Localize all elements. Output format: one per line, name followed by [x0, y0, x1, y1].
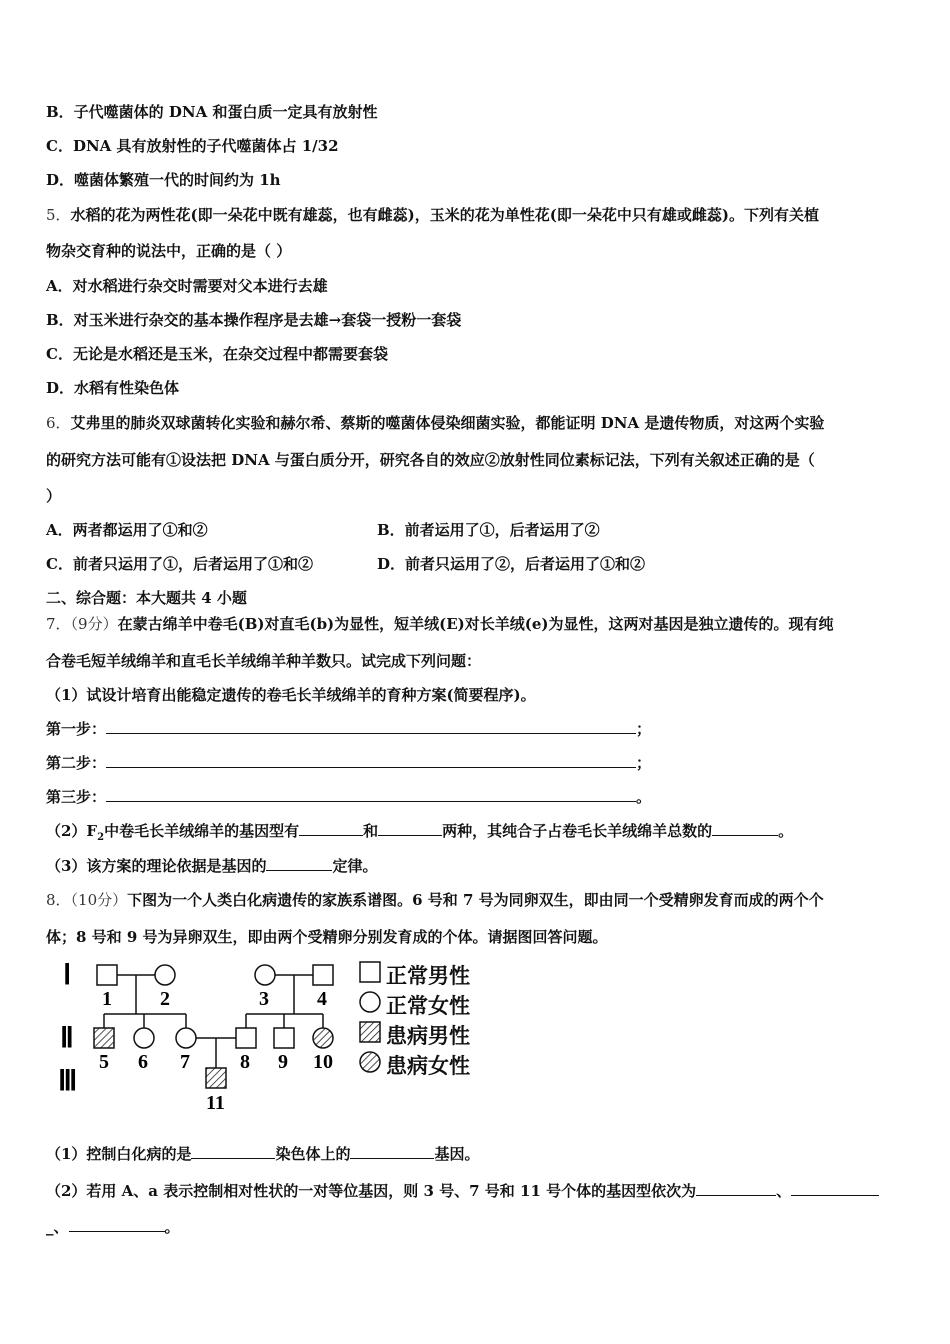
- label-2: 2: [160, 988, 170, 1010]
- q6-option-b: B．前者运用了①，后者运用了②: [377, 521, 600, 539]
- q8-part1: （1）控制白化病的是 染色体上的 基因。: [46, 1145, 480, 1163]
- individual-5-affected-male: [94, 1028, 114, 1048]
- gene-type-blank[interactable]: [350, 1144, 434, 1159]
- q4-option-c: C．DNA 具有放射性的子代噬菌体占 1/32: [46, 137, 339, 155]
- label-4: 4: [317, 988, 327, 1010]
- q7-step1: 第一步： ；: [46, 720, 652, 738]
- q6-number: 6．: [46, 414, 71, 432]
- q7-part2: $(2)F_2$中卷毛长羊绒绵羊的基因型有 和 两种，其纯合子占卷毛长羊绒绵羊总数的 。: [46, 822, 794, 843]
- q5-option-c: C．无论是水稻还是玉米，在杂交过程中都需要套袋: [46, 345, 388, 363]
- label-10: 10: [313, 1051, 333, 1073]
- step2-blank[interactable]: [106, 753, 636, 768]
- individual-4-normal-male: [313, 965, 333, 985]
- legend-affected-female-symbol: [360, 1052, 380, 1072]
- legend-affected-male: 患病男性: [386, 1023, 470, 1048]
- q6-option-a: A．两者都运用了①和②: [46, 521, 208, 539]
- q5-option-d: D．水稻有性染色体: [46, 379, 180, 397]
- genotype-blank-1[interactable]: [299, 821, 363, 836]
- individual-1-normal-male: [97, 965, 117, 985]
- q4-option-d: D．噬菌体繁殖一代的时间约为 1h: [46, 171, 281, 189]
- q6-option-d: D．前者只运用了②，后者运用了①和②: [377, 555, 646, 573]
- legend-normal-female: 正常女性: [386, 993, 470, 1018]
- q8-number: 8．: [46, 891, 71, 909]
- q5-stem-line2: 物杂交育种的说法中，正确的是（ ）: [46, 242, 292, 260]
- q7-number: 7．: [46, 615, 71, 633]
- individual-11-affected-male: [206, 1068, 226, 1088]
- q8-stem-line2: 体；8 号和 9 号为异卵双生，即由两个受精卵分别发育成的个体。请据图回答问题。: [46, 928, 608, 946]
- q5-stem-line1: 5．水稻的花为两性花(即一朵花中既有雄蕊，也有雌蕊)，玉米的花为单性花(即一朵花中只有雄或雌蕊)。下列有关植: [46, 206, 819, 224]
- genotype-7-blank[interactable]: [791, 1181, 879, 1196]
- q8-stem-line1: 8．（10分）下图为一个人类白化病遗传的家族系谱图。6 号和 7 号为同卵双生，即由同一个受精卵发育而成的两个个: [46, 891, 824, 909]
- label-11: 11: [206, 1092, 225, 1114]
- q8-points: （10分）: [70, 891, 128, 909]
- q4-option-b: B．子代噬菌体的 DNA 和蛋白质一定具有放射性: [46, 103, 378, 121]
- homozygote-ratio-blank[interactable]: [712, 821, 778, 836]
- label-7: 7: [180, 1051, 190, 1073]
- label-8: 8: [240, 1051, 250, 1073]
- q8-part2-cont: _、 。: [46, 1218, 180, 1236]
- chromosome-type-blank[interactable]: [191, 1144, 275, 1159]
- label-3: 3: [259, 988, 269, 1010]
- generation-3-label: Ⅲ: [58, 1066, 78, 1097]
- individual-2-normal-female: [155, 965, 175, 985]
- q5-option-b: B．对玉米进行杂交的基本操作程序是去雄→套袋一授粉一套袋: [46, 311, 462, 329]
- genotype-3-blank[interactable]: [696, 1181, 776, 1196]
- q7-part3: （3）该方案的理论依据是基因的 定律。: [46, 857, 378, 875]
- q6-option-c: C．前者只运用了①，后者运用了①和②: [46, 555, 313, 573]
- q7-step3: 第三步： 。: [46, 788, 652, 806]
- q7-stem-line1: 7．（9分）在蒙古绵羊中卷毛(B)对直毛(b)为显性，短羊绒(E)对长羊绒(e)为显性，这两对基因是独立遗传的。现有纯: [46, 615, 834, 633]
- individual-6-normal-female: [134, 1028, 154, 1048]
- genotype-blank-2[interactable]: [378, 821, 442, 836]
- law-blank[interactable]: [266, 856, 332, 871]
- q6-stem-line2: 的研究方法可能有①设法把 DNA 与蛋白质分开，研究各自的效应②放射性同位素标记法，下列有关叙述正确的是（: [46, 451, 815, 469]
- legend-normal-male-symbol: [360, 962, 380, 982]
- q6-stem-line3: ）: [46, 487, 62, 505]
- generation-1-label: Ⅰ: [63, 960, 72, 991]
- q6-stem-line1: 6．艾弗里的肺炎双球菌转化实验和赫尔希、蔡斯的噬菌体侵染细菌实验，都能证明 DNA 是遗传物质，对这两个实验: [46, 414, 825, 432]
- q5-number: 5．: [46, 206, 71, 224]
- step1-blank[interactable]: [106, 719, 636, 734]
- section-heading: 二、综合题：本大题共 4 小题: [46, 589, 247, 607]
- individual-7-normal-female: [176, 1028, 196, 1048]
- legend-normal-male: 正常男性: [386, 963, 470, 988]
- label-5: 5: [99, 1051, 109, 1073]
- individual-10-affected-female: [313, 1028, 333, 1048]
- legend-normal-female-symbol: [360, 992, 380, 1012]
- genotype-11-blank[interactable]: [69, 1217, 165, 1232]
- individual-9-normal-male: [274, 1028, 294, 1048]
- q8-part2: （2）若用 A、a 表示控制相对性状的一对等位基因，则 3 号、7 号和 11 号个体的基因型依次为 、: [46, 1181, 879, 1201]
- q7-stem-line2: 合卷毛短羊绒绵羊和直毛长羊绒绵羊种羊数只。试完成下列问题：: [46, 652, 482, 670]
- legend-affected-male-symbol: [360, 1022, 380, 1042]
- legend-affected-female: 患病女性: [386, 1053, 470, 1078]
- label-9: 9: [278, 1051, 288, 1073]
- step3-blank[interactable]: [106, 787, 636, 802]
- generation-2-label: Ⅱ: [60, 1023, 74, 1054]
- individual-3-normal-female: [255, 965, 275, 985]
- q7-part1: （1）试设计培育出能稳定遗传的卷毛长羊绒绵羊的育种方案(简要程序)。: [46, 686, 536, 704]
- q7-points: （9分）: [70, 615, 118, 633]
- q5-option-a: A．对水稻进行杂交时需要对父本进行去雄: [46, 277, 328, 295]
- individual-8-normal-male: [236, 1028, 256, 1048]
- label-6: 6: [138, 1051, 148, 1073]
- q7-step2: 第二步： ；: [46, 754, 652, 772]
- label-1: 1: [102, 988, 112, 1010]
